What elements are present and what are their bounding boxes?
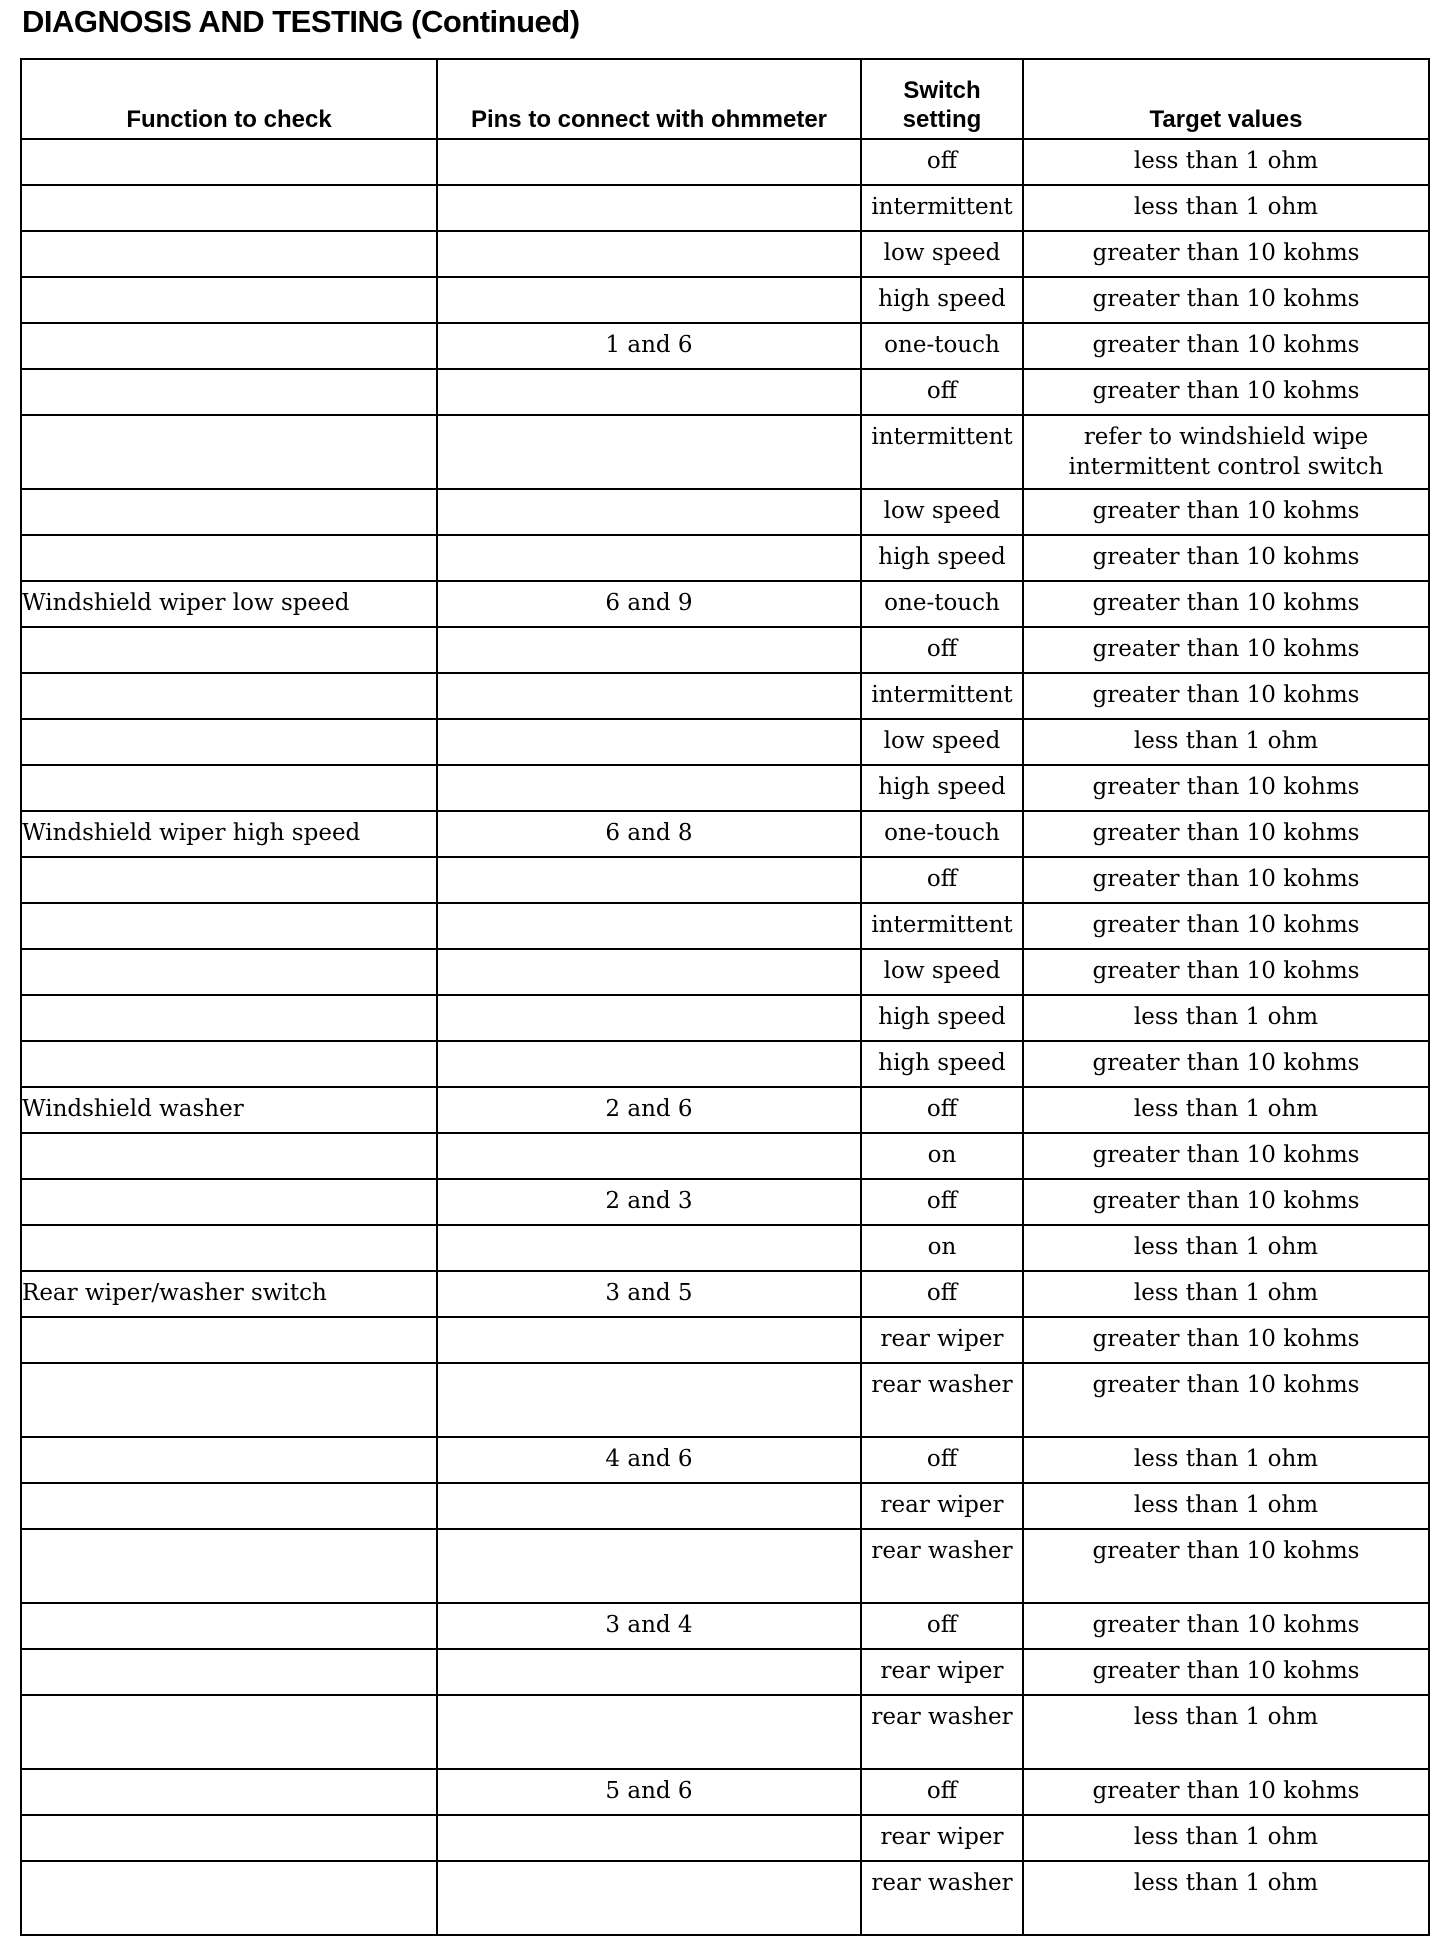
switch-cell: off (861, 1769, 1023, 1815)
pins-cell (437, 1133, 861, 1179)
function-cell (21, 1483, 437, 1529)
function-cell (21, 673, 437, 719)
table-row (21, 1437, 1429, 1483)
table-row (21, 1483, 1429, 1529)
pins-cell (437, 415, 861, 489)
header-row (21, 59, 1429, 139)
function-cell (21, 1041, 437, 1087)
pins-cell (437, 1317, 861, 1363)
switch-cell: low speed (861, 231, 1023, 277)
function-cell (21, 1133, 437, 1179)
switch-cell: rear washer (861, 1529, 1023, 1603)
function-cell (21, 415, 437, 489)
switch-cell: one-touch (861, 323, 1023, 369)
table-row (21, 231, 1429, 277)
switch-cell: high speed (861, 1041, 1023, 1087)
table-row (21, 627, 1429, 673)
table-row (21, 811, 1429, 857)
target-cell: less than 1 ohm (1023, 1271, 1429, 1317)
table-row (21, 1529, 1429, 1603)
function-cell (21, 1649, 437, 1695)
switch-cell: rear wiper (861, 1483, 1023, 1529)
function-cell (21, 185, 437, 231)
switch-cell: rear washer (861, 1363, 1023, 1437)
table-row (21, 489, 1429, 535)
target-cell: less than 1 ohm (1023, 1437, 1429, 1483)
pins-cell (437, 185, 861, 231)
header-pins: Pins to connect with ohmmeter (437, 59, 861, 139)
switch-cell: low speed (861, 719, 1023, 765)
pins-cell: 1 and 6 (437, 323, 861, 369)
target-cell: greater than 10 kohms (1023, 1649, 1429, 1695)
pins-cell (437, 139, 861, 185)
function-cell: Windshield washer (21, 1087, 437, 1133)
pins-cell (437, 1225, 861, 1271)
table-row (21, 719, 1429, 765)
switch-cell: off (861, 627, 1023, 673)
function-cell (21, 1529, 437, 1603)
table-row (21, 369, 1429, 415)
table-row (21, 995, 1429, 1041)
table-row (21, 765, 1429, 811)
function-cell (21, 1861, 437, 1935)
function-cell (21, 995, 437, 1041)
table-row (21, 581, 1429, 627)
target-cell: less than 1 ohm (1023, 139, 1429, 185)
table-row (21, 1225, 1429, 1271)
pins-cell (437, 277, 861, 323)
switch-cell: intermittent (861, 185, 1023, 231)
function-cell (21, 1317, 437, 1363)
pins-cell: 2 and 6 (437, 1087, 861, 1133)
target-cell: less than 1 ohm (1023, 1225, 1429, 1271)
switch-cell: rear wiper (861, 1317, 1023, 1363)
pins-cell: 3 and 4 (437, 1603, 861, 1649)
function-cell (21, 323, 437, 369)
table-row (21, 1363, 1429, 1437)
target-cell: greater than 10 kohms (1023, 1769, 1429, 1815)
table-row (21, 673, 1429, 719)
function-cell (21, 765, 437, 811)
function-cell (21, 1179, 437, 1225)
switch-cell: high speed (861, 995, 1023, 1041)
table-row (21, 1861, 1429, 1935)
pins-cell: 6 and 8 (437, 811, 861, 857)
function-cell: Windshield wiper high speed (21, 811, 437, 857)
pins-cell (437, 1815, 861, 1861)
table-row (21, 949, 1429, 995)
switch-cell: rear wiper (861, 1815, 1023, 1861)
switch-cell: high speed (861, 277, 1023, 323)
function-cell (21, 1225, 437, 1271)
target-cell: greater than 10 kohms (1023, 857, 1429, 903)
target-cell: refer to windshield wipe intermittent control switch (1023, 415, 1429, 489)
pins-cell (437, 1649, 861, 1695)
pins-cell (437, 719, 861, 765)
switch-cell: low speed (861, 949, 1023, 995)
target-cell: greater than 10 kohms (1023, 673, 1429, 719)
pins-cell: 4 and 6 (437, 1437, 861, 1483)
table-row (21, 1041, 1429, 1087)
function-cell (21, 857, 437, 903)
pins-cell (437, 535, 861, 581)
table-row (21, 1271, 1429, 1317)
table-row (21, 1769, 1429, 1815)
pins-cell (437, 765, 861, 811)
target-cell: greater than 10 kohms (1023, 627, 1429, 673)
switch-cell: intermittent (861, 903, 1023, 949)
switch-cell: high speed (861, 535, 1023, 581)
switch-cell: off (861, 1179, 1023, 1225)
target-cell: greater than 10 kohms (1023, 535, 1429, 581)
switch-cell: off (861, 857, 1023, 903)
target-cell: greater than 10 kohms (1023, 949, 1429, 995)
function-cell (21, 1695, 437, 1769)
target-cell: greater than 10 kohms (1023, 1133, 1429, 1179)
pins-cell: 2 and 3 (437, 1179, 861, 1225)
pins-cell: 5 and 6 (437, 1769, 861, 1815)
table-row (21, 857, 1429, 903)
target-cell: greater than 10 kohms (1023, 277, 1429, 323)
function-cell (21, 627, 437, 673)
function-cell (21, 231, 437, 277)
pins-cell (437, 627, 861, 673)
switch-cell: off (861, 1271, 1023, 1317)
table-body (21, 139, 1429, 1935)
pins-cell (437, 1483, 861, 1529)
function-cell (21, 489, 437, 535)
table-row (21, 185, 1429, 231)
target-cell: greater than 10 kohms (1023, 1529, 1429, 1603)
switch-cell: off (861, 139, 1023, 185)
target-cell: greater than 10 kohms (1023, 1179, 1429, 1225)
pins-cell (437, 1695, 861, 1769)
pins-cell (437, 857, 861, 903)
diagnosis-table (20, 58, 1430, 1936)
header-switch: Switch setting (861, 59, 1023, 139)
function-cell (21, 277, 437, 323)
target-cell: greater than 10 kohms (1023, 765, 1429, 811)
switch-cell: intermittent (861, 673, 1023, 719)
function-cell: Rear wiper/washer switch (21, 1271, 437, 1317)
table-row (21, 1179, 1429, 1225)
target-cell: less than 1 ohm (1023, 1695, 1429, 1769)
page-title: DIAGNOSIS AND TESTING (Continued) (22, 4, 580, 39)
table-row (21, 1603, 1429, 1649)
target-cell: less than 1 ohm (1023, 1815, 1429, 1861)
target-cell: greater than 10 kohms (1023, 1317, 1429, 1363)
function-cell (21, 1815, 437, 1861)
function-cell: Windshield wiper low speed (21, 581, 437, 627)
table-row (21, 1133, 1429, 1179)
target-cell: greater than 10 kohms (1023, 1041, 1429, 1087)
table-row (21, 903, 1429, 949)
pins-cell (437, 1041, 861, 1087)
pins-cell (437, 1363, 861, 1437)
table-header (21, 59, 1429, 139)
function-cell (21, 1363, 437, 1437)
switch-cell: one-touch (861, 581, 1023, 627)
switch-cell: high speed (861, 765, 1023, 811)
table-row (21, 139, 1429, 185)
function-cell (21, 949, 437, 995)
table-row (21, 1649, 1429, 1695)
switch-cell: one-touch (861, 811, 1023, 857)
target-cell: greater than 10 kohms (1023, 1363, 1429, 1437)
target-cell: greater than 10 kohms (1023, 369, 1429, 415)
function-cell (21, 903, 437, 949)
table-row (21, 535, 1429, 581)
pins-cell: 6 and 9 (437, 581, 861, 627)
function-cell (21, 719, 437, 765)
switch-cell: intermittent (861, 415, 1023, 489)
switch-cell: rear washer (861, 1861, 1023, 1935)
table-row (21, 415, 1429, 489)
target-cell: greater than 10 kohms (1023, 323, 1429, 369)
pins-cell (437, 231, 861, 277)
pins-cell: 3 and 5 (437, 1271, 861, 1317)
pins-cell (437, 903, 861, 949)
pins-cell (437, 949, 861, 995)
target-cell: greater than 10 kohms (1023, 489, 1429, 535)
function-cell (21, 369, 437, 415)
table-row (21, 1087, 1429, 1133)
target-cell: less than 1 ohm (1023, 1861, 1429, 1935)
switch-cell: low speed (861, 489, 1023, 535)
switch-cell: off (861, 369, 1023, 415)
function-cell (21, 1437, 437, 1483)
target-cell: less than 1 ohm (1023, 1087, 1429, 1133)
switch-cell: on (861, 1225, 1023, 1271)
target-cell: less than 1 ohm (1023, 719, 1429, 765)
table-row (21, 1815, 1429, 1861)
switch-cell: off (861, 1087, 1023, 1133)
function-cell (21, 535, 437, 581)
target-cell: less than 1 ohm (1023, 995, 1429, 1041)
target-cell: less than 1 ohm (1023, 185, 1429, 231)
header-function: Function to check (21, 59, 437, 139)
function-cell (21, 1603, 437, 1649)
function-cell (21, 1769, 437, 1815)
target-cell: greater than 10 kohms (1023, 231, 1429, 277)
switch-cell: off (861, 1437, 1023, 1483)
pins-cell (437, 369, 861, 415)
target-cell: greater than 10 kohms (1023, 811, 1429, 857)
target-cell: greater than 10 kohms (1023, 581, 1429, 627)
switch-cell: rear washer (861, 1695, 1023, 1769)
pins-cell (437, 995, 861, 1041)
header-target: Target values (1023, 59, 1429, 139)
table-row (21, 277, 1429, 323)
table-row (21, 1695, 1429, 1769)
switch-cell: rear wiper (861, 1649, 1023, 1695)
target-cell: greater than 10 kohms (1023, 903, 1429, 949)
table-row (21, 323, 1429, 369)
table-row (21, 1317, 1429, 1363)
target-cell: less than 1 ohm (1023, 1483, 1429, 1529)
pins-cell (437, 1861, 861, 1935)
target-cell: greater than 10 kohms (1023, 1603, 1429, 1649)
switch-cell: on (861, 1133, 1023, 1179)
function-cell (21, 139, 437, 185)
switch-cell: off (861, 1603, 1023, 1649)
pins-cell (437, 1529, 861, 1603)
pins-cell (437, 489, 861, 535)
pins-cell (437, 673, 861, 719)
